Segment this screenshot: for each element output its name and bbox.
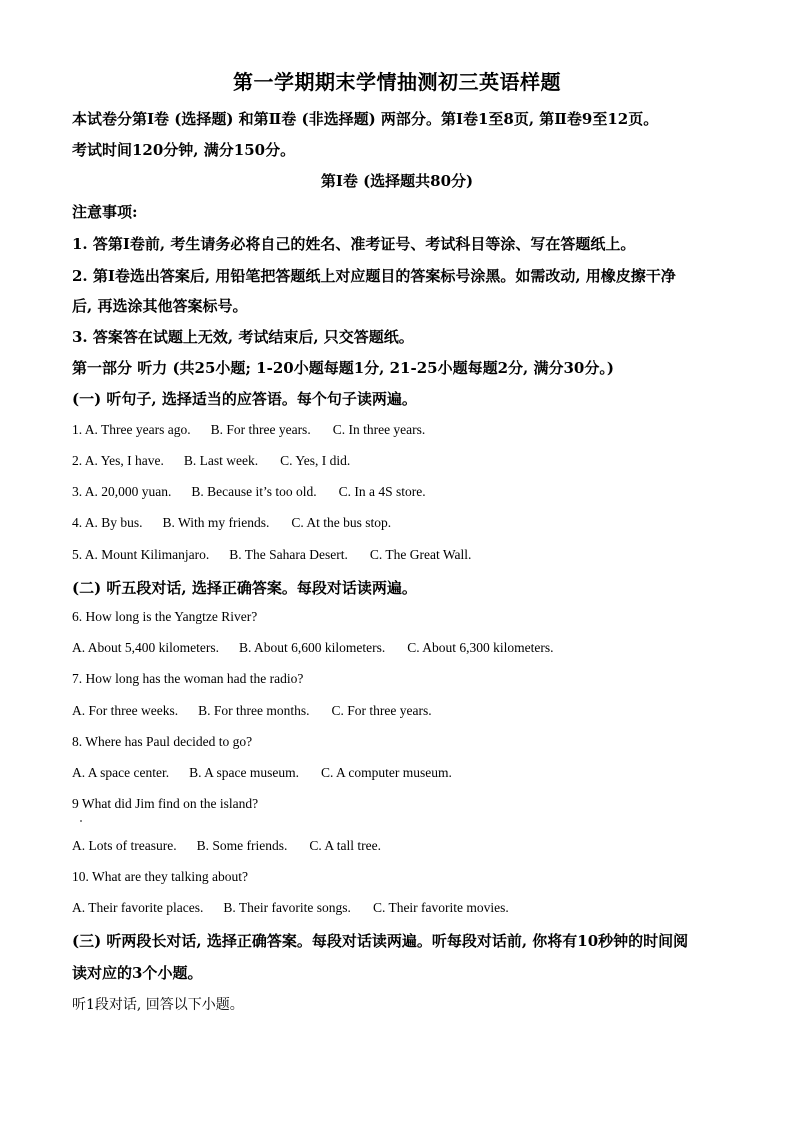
option-c: C. About 6,300 kilometers. — [407, 640, 554, 655]
option-b: B. Because it’s too old. — [191, 484, 317, 499]
listening-section-title: 第一部分 听力 (共25小题; 1-20小题每题1分, 21-25小题每题2分, 满分30分。) — [72, 359, 614, 377]
list-item — [72, 838, 381, 854]
option-a: A. A space center. — [72, 765, 170, 780]
list-item — [72, 765, 452, 781]
option-a: 1. A. Three years ago. — [72, 422, 191, 437]
list-item — [72, 453, 350, 469]
option-c: C. In a 4S store. — [338, 484, 426, 499]
list-item — [72, 547, 471, 563]
option-a: 4. A. By bus. — [72, 515, 143, 530]
option-b: B. A space museum. — [189, 765, 299, 780]
note-item-2-line-2: 后, 再选涂其他答案标号。 — [72, 297, 248, 315]
option-c: C. At the bus stop. — [291, 515, 392, 530]
note-item-3: 3. 答案答在试题上无效, 考试结束后, 只交答题纸。 — [72, 328, 414, 346]
option-c: C. The Great Wall. — [369, 547, 472, 562]
option-a: 5. A. Mount Kilimanjaro. — [72, 547, 210, 562]
note-item-2-line-1: 2. 第Ⅰ卷选出答案后, 用铅笔把答题纸上对应题目的答案标号涂黑。如需改动, 用橡皮擦干净 — [72, 267, 676, 285]
intro-line-2: 考试时间120分钟, 满分150分。 — [72, 141, 296, 159]
option-c: C. A tall tree. — [309, 838, 381, 853]
list-item — [72, 640, 554, 656]
option-c: C. Yes, I did. — [280, 453, 351, 468]
note-item-1: 1. 答第Ⅰ卷前, 考生请务必将自己的姓名、准考证号、考试科目等涂、写在答题纸上。 — [72, 235, 636, 253]
option-a: A. About 5,400 kilometers. — [72, 640, 219, 655]
section-3-title-line-2: 读对应的3个小题。 — [72, 964, 203, 982]
option-c: C. For three years. — [331, 703, 432, 718]
page-title: 第一学期期末学情抽测初三英语样题 — [233, 70, 561, 94]
option-b: B. Their favorite songs. — [223, 900, 351, 915]
list-item — [72, 900, 509, 916]
list-item — [72, 703, 432, 719]
part1-heading: 第Ⅰ卷 (选择题共80分) — [320, 172, 474, 190]
option-a: 2. A. Yes, I have. — [72, 453, 164, 468]
section-3-instruction: 听1段对话, 回答以下小题。 — [72, 997, 244, 1013]
option-b: B. About 6,600 kilometers. — [239, 640, 386, 655]
option-b: B. For three months. — [198, 703, 310, 718]
option-c: C. In three years. — [332, 422, 426, 437]
notes-heading: 注意事项: — [72, 203, 138, 221]
question-text: 9 What did Jim find on the island? — [72, 796, 259, 811]
option-a: A. Lots of treasure. — [72, 838, 177, 853]
option-c: C. A computer museum. — [320, 765, 452, 780]
option-b: B. The Sahara Desert. — [229, 547, 348, 562]
option-b: B. With my friends. — [162, 515, 270, 530]
option-b: B. Some friends. — [196, 838, 288, 853]
question-text: 6. How long is the Yangtze River? — [72, 609, 258, 624]
option-a: A. Their favorite places. — [72, 900, 204, 915]
question-text: 8. Where has Paul decided to go? — [72, 734, 253, 749]
stray-mark — [80, 820, 82, 822]
question-text: 7. How long has the woman had the radio? — [72, 671, 304, 686]
section-1-title: (一) 听句子, 选择适当的应答语。每个句子读两遍。 — [72, 390, 417, 408]
intro-line-1: 本试卷分第Ⅰ卷 (选择题) 和第Ⅱ卷 (非选择题) 两部分。第Ⅰ卷1至8页, 第Ⅱ卷9至12页。 — [72, 110, 659, 128]
list-item — [72, 422, 425, 438]
list-item — [72, 484, 426, 500]
option-b: B. Last week. — [183, 453, 259, 468]
list-item — [72, 515, 391, 531]
question-text: 10. What are they talking about? — [72, 869, 248, 884]
option-c: C. Their favorite movies. — [372, 900, 509, 915]
option-a: 3. A. 20,000 yuan. — [72, 484, 172, 499]
section-2-title: (二) 听五段对话, 选择正确答案。每段对话读两遍。 — [72, 579, 417, 597]
section-3-title-line-1: (三) 听两段长对话, 选择正确答案。每段对话读两遍。听每段对话前, 你将有10秒钟的时间阅 — [72, 932, 689, 950]
option-b: B. For three years. — [210, 422, 311, 437]
option-a: A. For three weeks. — [72, 703, 179, 718]
